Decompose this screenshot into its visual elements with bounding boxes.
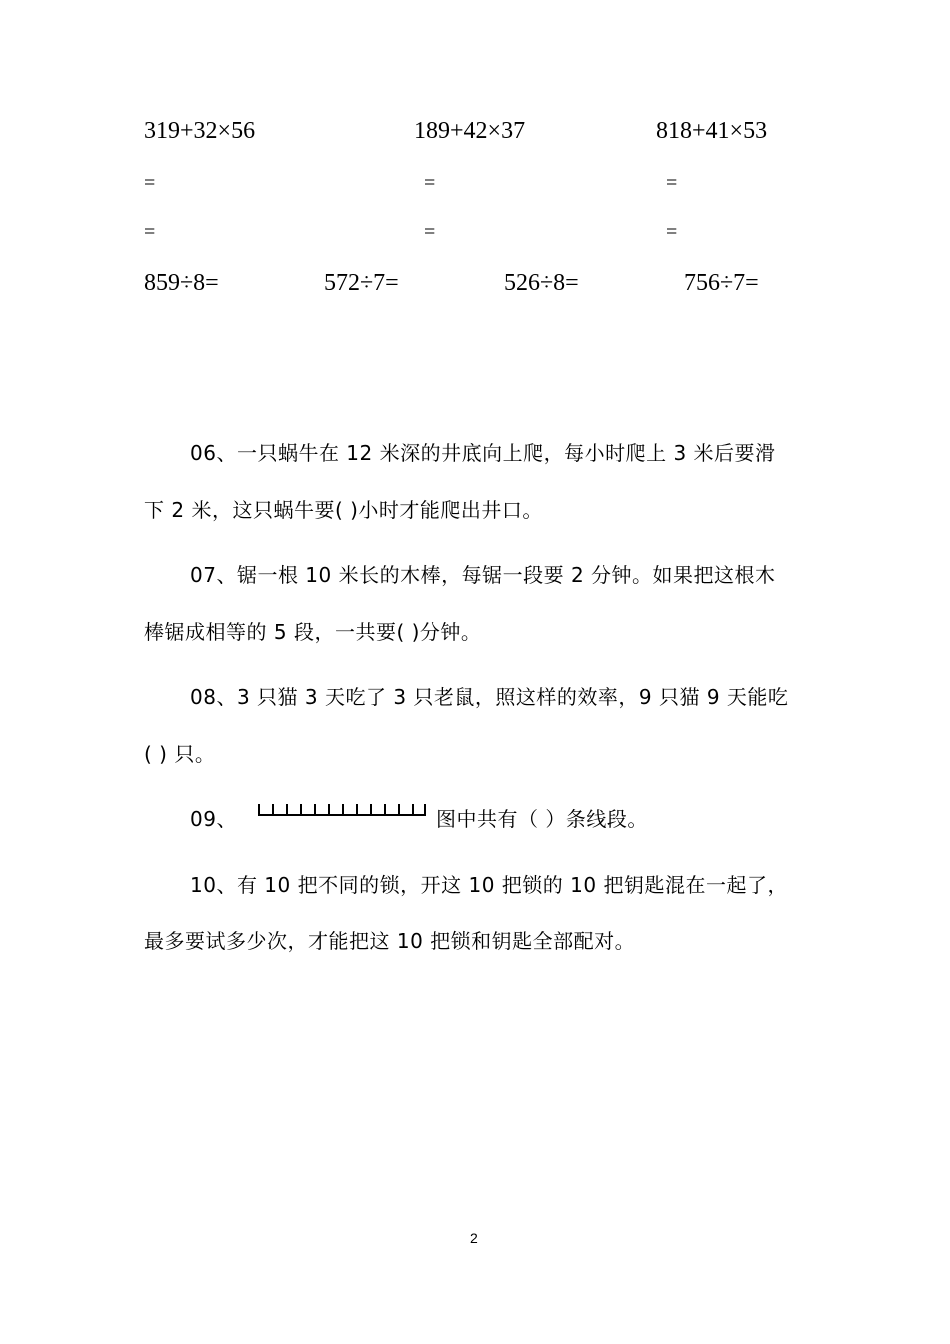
q07-line1: 07、锯一根 10 米长的木棒，每锯一段要 2 分钟。如果把这根木 bbox=[190, 563, 776, 587]
q07-line2: 棒锯成相等的 5 段，一共要( )分钟。 bbox=[144, 620, 482, 644]
division-2: 572÷7= bbox=[324, 270, 399, 296]
expr-2-step1: = bbox=[424, 172, 436, 194]
segment-diagram bbox=[258, 803, 426, 817]
segment-figure bbox=[258, 803, 426, 817]
division-4: 756÷7= bbox=[684, 270, 759, 296]
q10-line1: 10、有 10 把不同的锁，开这 10 把锁的 10 把钥匙混在一起了， bbox=[190, 873, 788, 897]
q09-text: 图中共有（ ）条线段。 bbox=[436, 807, 648, 831]
expr-3: 818+41×53 bbox=[656, 118, 768, 144]
expr-2-step2: = bbox=[424, 221, 436, 243]
expr-2: 189+42×37 bbox=[414, 118, 526, 144]
expr-3-step2: = bbox=[666, 221, 678, 243]
expr-1-step2: = bbox=[144, 221, 156, 243]
q06-line2: 下 2 米，这只蜗牛要( )小时才能爬出井口。 bbox=[144, 498, 543, 522]
expr-3-step1: = bbox=[666, 172, 678, 194]
q09-prefix: 09、 bbox=[190, 807, 237, 831]
expr-1-step1: = bbox=[144, 172, 156, 194]
division-1: 859÷8= bbox=[144, 270, 219, 296]
q06-line1: 06、一只蜗牛在 12 米深的井底向上爬，每小时爬上 3 米后要滑 bbox=[190, 441, 776, 465]
q10-line2: 最多要试多少次，才能把这 10 把锁和钥匙全部配对。 bbox=[144, 929, 636, 953]
division-3: 526÷8= bbox=[504, 270, 579, 296]
page-number: 2 bbox=[470, 1230, 478, 1246]
expr-1: 319+32×56 bbox=[144, 118, 256, 144]
q08-line1: 08、3 只猫 3 天吃了 3 只老鼠，照这样的效率，9 只猫 9 天能吃 bbox=[190, 685, 789, 709]
q08-line2: ( ) 只。 bbox=[144, 742, 216, 766]
